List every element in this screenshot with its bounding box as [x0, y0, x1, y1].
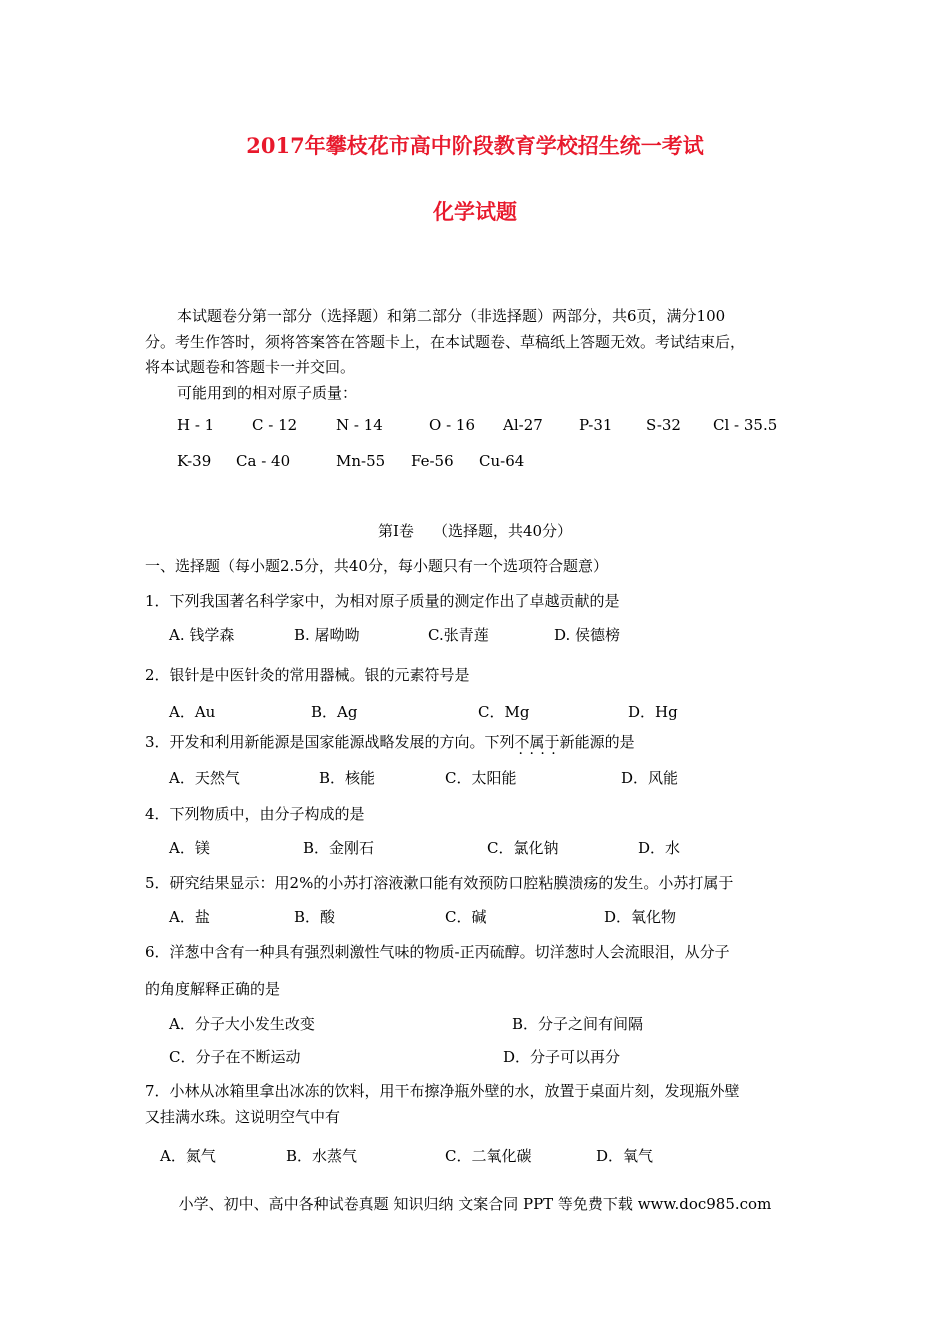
- question-2-option-a: A．Au: [169, 703, 216, 721]
- intro-line-1: 本试题卷分第一部分（选择题）和第二部分（非选择题）两部分，共6页，满分100: [177, 307, 726, 325]
- question-7-option-d: D．氧气: [596, 1147, 654, 1165]
- exam-title: 2017年攀枝花市高中阶段教育学校招生统一考试: [246, 133, 704, 158]
- question-4-option-d: D．水: [638, 839, 681, 857]
- question-4-option-c: C．氯化钠: [487, 839, 559, 857]
- exam-subtitle: 化学试题: [433, 199, 517, 224]
- intro-line-3: 将本试题卷和答题卡一并交回。: [145, 358, 356, 376]
- question-3-stem: [145, 731, 635, 752]
- question-5-option-c: C．碱: [445, 908, 487, 926]
- question-5-option-a: A．盐: [169, 908, 210, 926]
- part-title: 一、选择题（每小题2.5分，共40分，每小题只有一个选项符合题意）: [145, 557, 608, 575]
- question-2-option-b: B．Ag: [311, 703, 358, 721]
- question-7-option-b: B．水蒸气: [286, 1147, 358, 1165]
- atomic-mass-item: Fe-56: [411, 452, 454, 470]
- question-2-option-d: D．Hg: [628, 703, 678, 721]
- atomic-mass-item: C - 12: [252, 416, 298, 434]
- question-3-option-d: D．风能: [621, 769, 679, 787]
- question-4-option-a: A．镁: [169, 839, 210, 857]
- question-7-stem: 7．小林从冰箱里拿出冰冻的饮料，用干布擦净瓶外壁的水，放置于桌面片刻，发现瓶外壁: [145, 1082, 740, 1100]
- atomic-mass-item: K-39: [177, 452, 212, 470]
- atomic-mass-item: S-32: [646, 416, 681, 434]
- atomic-mass-item: Cu-64: [479, 452, 525, 470]
- question-5-option-b: B．酸: [294, 908, 336, 926]
- atomic-mass-item: H - 1: [177, 416, 215, 434]
- question-5-stem: 5．研究结果显示：用2%的小苏打溶液漱口能有效预防口腔粘膜溃疡的发生。小苏打属于: [145, 874, 734, 892]
- question-3-option-b: B．核能: [319, 769, 376, 787]
- question-1-option-d: D. 侯德榜: [554, 626, 621, 644]
- question-7-stem-continued: 又挂满水珠。这说明空气中有: [145, 1108, 341, 1126]
- volume-title: 第Ⅰ卷 （选择题，共40分）: [377, 522, 573, 540]
- atomic-mass-item: Al-27: [503, 416, 543, 434]
- question-1-option-a: A. 钱学森: [169, 626, 235, 644]
- question-3-option-a: A．天然气: [169, 769, 240, 787]
- atomic-mass-item: Mn-55: [336, 452, 386, 470]
- question-3-stem-text: 3．开发和利用新能源是国家能源战略发展的方向。下列: [145, 733, 515, 751]
- intro-line-2: 分。考生作答时，须将答案答在答题卡上，在本试题卷、草稿纸上答题无效。考试结束后，: [145, 333, 746, 351]
- question-2-option-c: C．Mg: [478, 703, 530, 721]
- page-footer: 小学、初中、高中各种试卷真题 知识归纳 文案合同 PPT 等免费下载 www.doc985.com: [178, 1195, 772, 1213]
- question-7-option-c: C．二氧化碳: [445, 1147, 532, 1165]
- question-1-stem: 1．下列我国著名科学家中，为相对原子质量的测定作出了卓越贡献的是: [145, 592, 620, 610]
- question-3-emphasis: 不属于 · · · ·: [515, 733, 560, 751]
- question-4-stem: 4．下列物质中，由分子构成的是: [145, 805, 365, 823]
- question-6-stem-continued: 的角度解释正确的是: [145, 980, 281, 998]
- atomic-mass-item: P-31: [579, 416, 613, 434]
- atomic-mass-item: N - 14: [336, 416, 383, 434]
- question-2-stem: 2．银针是中医针灸的常用器械。银的元素符号是: [145, 666, 470, 684]
- question-6-stem: 6．洋葱中含有一种具有强烈刺激性气味的物质-正丙硫醇。切洋葱时人会流眼泪，从分子: [145, 943, 730, 961]
- atomic-mass-label: 可能用到的相对原子质量：: [177, 384, 358, 402]
- question-1-option-b: B. 屠呦呦: [294, 626, 360, 644]
- question-7-option-a: A．氮气: [160, 1147, 216, 1165]
- question-3-stem-text-end: 新能源的是: [559, 733, 635, 751]
- question-1-option-c: C.张青莲: [428, 626, 489, 644]
- atomic-mass-item: Cl - 35.5: [713, 416, 778, 434]
- question-4-option-b: B．金刚石: [303, 839, 375, 857]
- atomic-mass-item: O - 16: [429, 416, 475, 434]
- question-6-option-c: C．分子在不断运动: [169, 1048, 301, 1066]
- atomic-mass-item: Ca - 40: [236, 452, 291, 470]
- question-6-option-a: A．分子大小发生改变: [169, 1015, 315, 1033]
- question-5-option-d: D．氧化物: [604, 908, 677, 926]
- question-6-option-b: B．分子之间有间隔: [512, 1015, 644, 1033]
- question-3-option-c: C．太阳能: [445, 769, 517, 787]
- question-6-option-d: D．分子可以再分: [503, 1048, 621, 1066]
